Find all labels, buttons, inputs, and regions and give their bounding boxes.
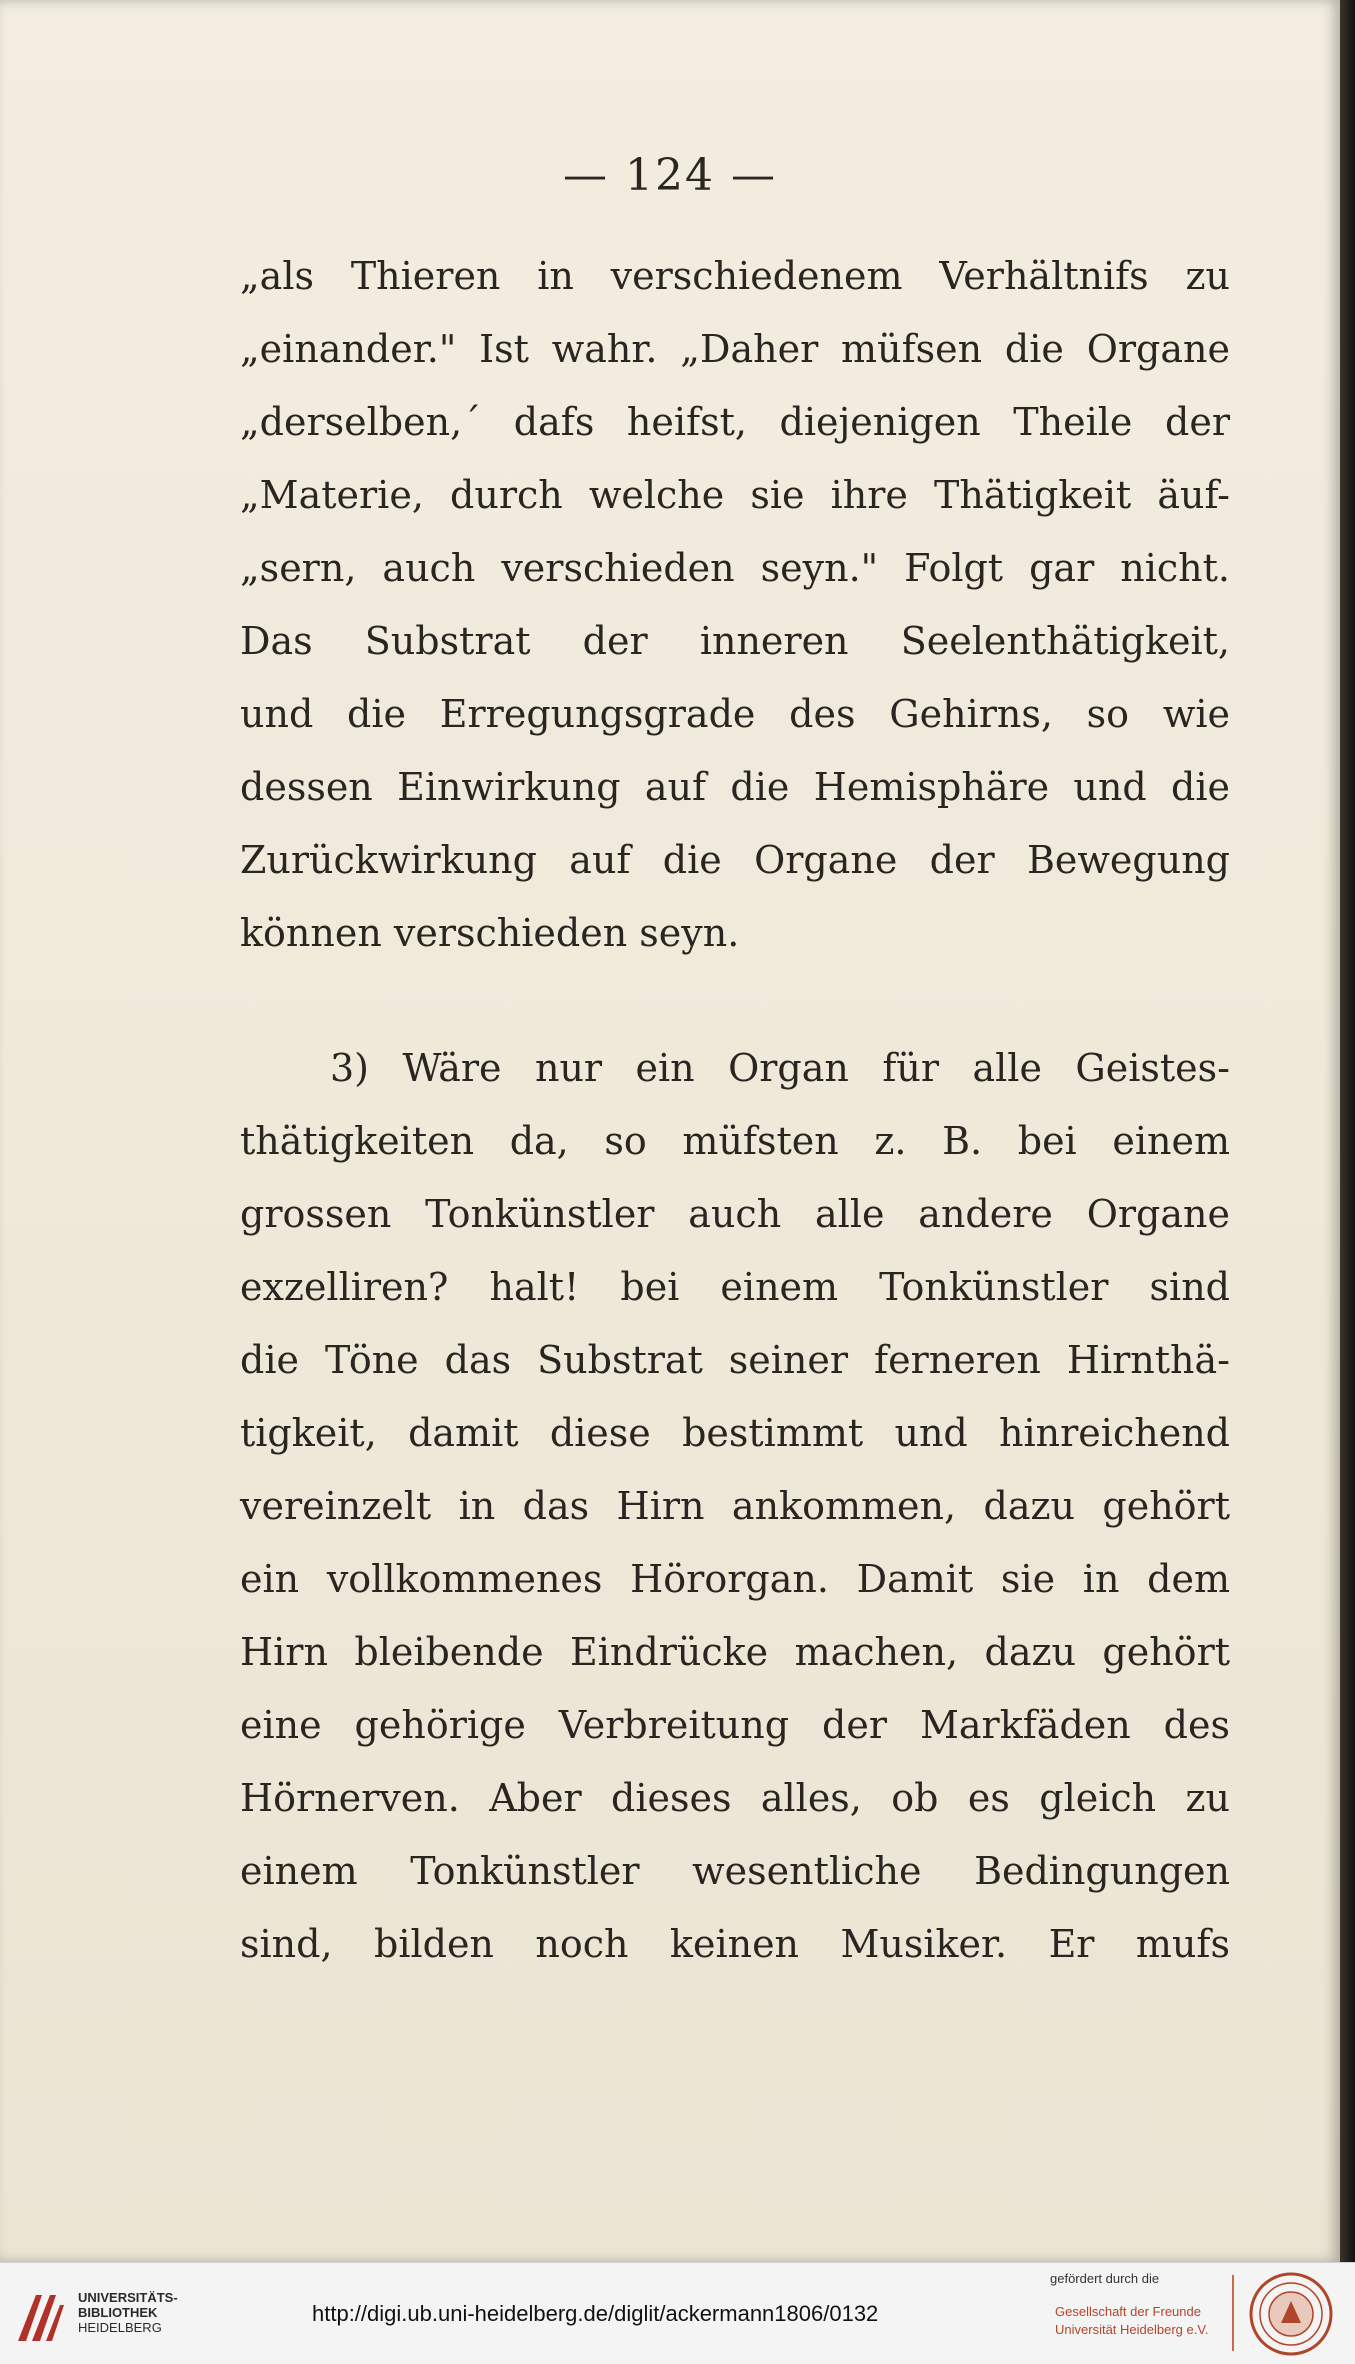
text-line: einem Tonkünstler wesentliche Bedingungen xyxy=(240,1849,1230,1893)
footer-divider xyxy=(1232,2275,1234,2351)
funded-by-label: gefördert durch die xyxy=(1050,2271,1160,2286)
text-line: Hörnerven. Aber dieses alles, ob es gleich zu xyxy=(240,1776,1230,1820)
text-line: Das Substrat der inneren Seelenthätigkeit, xyxy=(240,619,1230,663)
book-edge xyxy=(1340,0,1355,2262)
text-line: tigkeit, damit diese bestimmt und hinreichend xyxy=(240,1411,1230,1455)
text-line: die Töne das Substrat seiner ferneren Hirnthä- xyxy=(240,1338,1230,1382)
page-number: — 124 — xyxy=(563,150,777,201)
text-line: „einander." Ist wahr. „Daher müfsen die Organe xyxy=(240,327,1230,371)
text-line: „Materie, durch welche sie ihre Thätigkeit äuf- xyxy=(240,473,1230,517)
page-text xyxy=(240,240,1230,1981)
text-line: „derselben,´ dafs heifst, diejenigen Theile der xyxy=(240,400,1230,444)
text-line: „sern, auch verschieden seyn." Folgt gar nicht. xyxy=(240,546,1230,590)
text-line: dessen Einwirkung auf die Hemisphäre und die xyxy=(240,765,1230,809)
library-name: UNIVERSITÄTS- BIBLIOTHEK HEIDELBERG xyxy=(78,2290,178,2335)
text-line: grossen Tonkünstler auch alle andere Organe xyxy=(240,1192,1230,1236)
text-line: eine gehörige Verbreitung der Markfäden des xyxy=(240,1703,1230,1747)
society-name: Gesellschaft der Freunde Universität Heidelberg e.V. xyxy=(1055,2304,1209,2337)
text-line: sind, bilden noch keinen Musiker. Er mufs xyxy=(240,1922,1230,1966)
text-line: Hirn bleibende Eindrücke machen, dazu gehört xyxy=(240,1630,1230,1674)
text-line: vereinzelt in das Hirn ankommen, dazu gehört xyxy=(240,1484,1230,1528)
text-line: 3) Wäre nur ein Organ für alle Geistes- xyxy=(330,1046,1230,1090)
text-line: und die Erregungsgrade des Gehirns, so wie xyxy=(240,692,1230,736)
text-line: Zurückwirkung auf die Organe der Bewegung xyxy=(240,838,1230,882)
source-url[interactable]: http://digi.ub.uni-heidelberg.de/diglit/ackermann1806/0132 xyxy=(312,2301,879,2326)
text-line: ein vollkommenes Hörorgan. Damit sie in dem xyxy=(240,1557,1230,1601)
text-line: exzelliren? halt! bei einem Tonkünstler sind xyxy=(240,1265,1230,1309)
text-line: thätigkeiten da, so müfsten z. B. bei einem xyxy=(240,1119,1230,1163)
text-line: können verschieden seyn. xyxy=(240,911,740,955)
library-logo-icon xyxy=(12,2289,70,2347)
text-line: „als Thieren in verschiedenem Verhältnifs zu xyxy=(240,254,1230,298)
university-seal-icon xyxy=(1248,2271,1334,2357)
footer-bar xyxy=(0,2262,1355,2364)
